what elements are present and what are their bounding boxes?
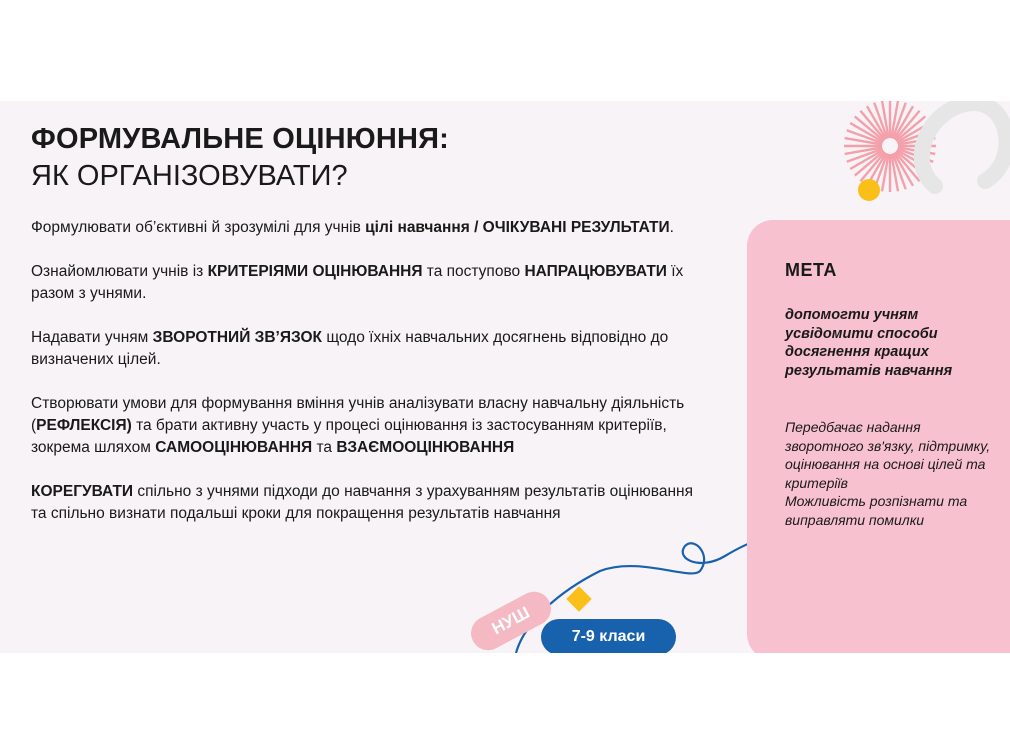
meta-description-line: Можливість розпізнати та виправляти помилки [785,493,968,528]
sunburst-ray [897,150,930,169]
sunburst-ray [860,111,884,140]
sunburst-ray [874,103,887,139]
sunburst-ray [893,103,906,139]
sunburst-ray [893,154,906,190]
page-title [31,121,449,195]
content-list [31,217,711,547]
sunburst-ray [847,130,883,143]
sunburst-ray [850,150,883,169]
sunburst-icon [844,101,936,192]
paragraph-criteria: Ознайомлювати учнів із КРИТЕРІЯМИ ОЦІНЮВАННЯ та поступово НАПРАЦЮВУВАТИ їх разом з учнями. [31,263,684,302]
sunburst-ray [898,130,934,143]
meta-goal: допомогти учням усвідомити способи досягнення кращих результатів навчання [785,307,953,379]
nush-badge: НУШ [465,586,557,653]
sunburst-ray [874,154,887,190]
title-line-2: ЯК ОРГАНІЗОВУВАТИ? [31,160,348,192]
sunburst-ray [867,153,886,186]
sunburst-ray [855,151,884,175]
sunburst-ray [896,151,925,175]
sunburst-ray [882,154,889,191]
slide [0,101,1010,653]
sunburst-ray [847,149,883,162]
sunburst-ray [860,152,884,181]
sunburst-ray [898,149,934,162]
sunburst-ray [897,123,930,142]
sunburst-ray [845,138,882,145]
meta-title: МЕТА [785,260,837,280]
sunburst-ray [894,153,913,186]
sunburst-ray [845,147,882,154]
paragraph-reflection: Створювати умови для формування вміння учнів аналізувати власну навчальну діяльність (РЕФЛЕКСІЯ) та брати активну участь у процесі оцінювання із застосуванням критеріїв, зокрема шляхом САМООЦІНЮВАННЯ та ВЗАЄМООЦІНЮВАННЯ [31,395,685,456]
sunburst-ray [855,116,884,140]
sunburst-ray [894,106,913,139]
meta-card [747,220,1010,653]
grade-badge: 7-9 класи [541,619,676,653]
sunburst-ray [882,101,889,138]
sunburst-ray [898,138,935,145]
sunburst-ray [891,101,898,138]
sunburst-ray [867,106,886,139]
sunburst-ray [850,123,883,142]
paragraph-feedback: Надавати учням ЗВОРОТНИЙ ЗВ’ЯЗОК щодо їхніх навчальних досягнень відповідно до визначених цілей. [31,329,669,368]
sunburst-ray [896,116,925,140]
sunburst-ray [895,152,919,181]
paragraph-correction: КОРЕГУВАТИ спільно з учнями підходи до навчання з урахуванням результатів оцінювання та спільно визнати подальші кроки для покращення результатів навчання [31,483,693,522]
sunburst-ray [895,111,919,140]
swirl-ribbon-icon [922,103,1007,186]
paragraph-goals: Формулювати об’єктивні й зрозумілі для учнів цілі навчання / ОЧІКУВАНІ РЕЗУЛЬТАТИ. [31,219,674,236]
meta-description-line: Передбачає надання зворотного зв'язку, підтримку, оцінювання на основі цілей та критеріїв [785,419,991,491]
meta-description [785,418,995,529]
yellow-dot-icon [858,179,880,201]
yellow-diamond-icon [566,586,591,611]
sunburst-ray [898,147,935,154]
title-line-1: ФОРМУВАЛЬНЕ ОЦІНЮННЯ: [31,123,450,155]
sunburst-ray [891,154,898,191]
